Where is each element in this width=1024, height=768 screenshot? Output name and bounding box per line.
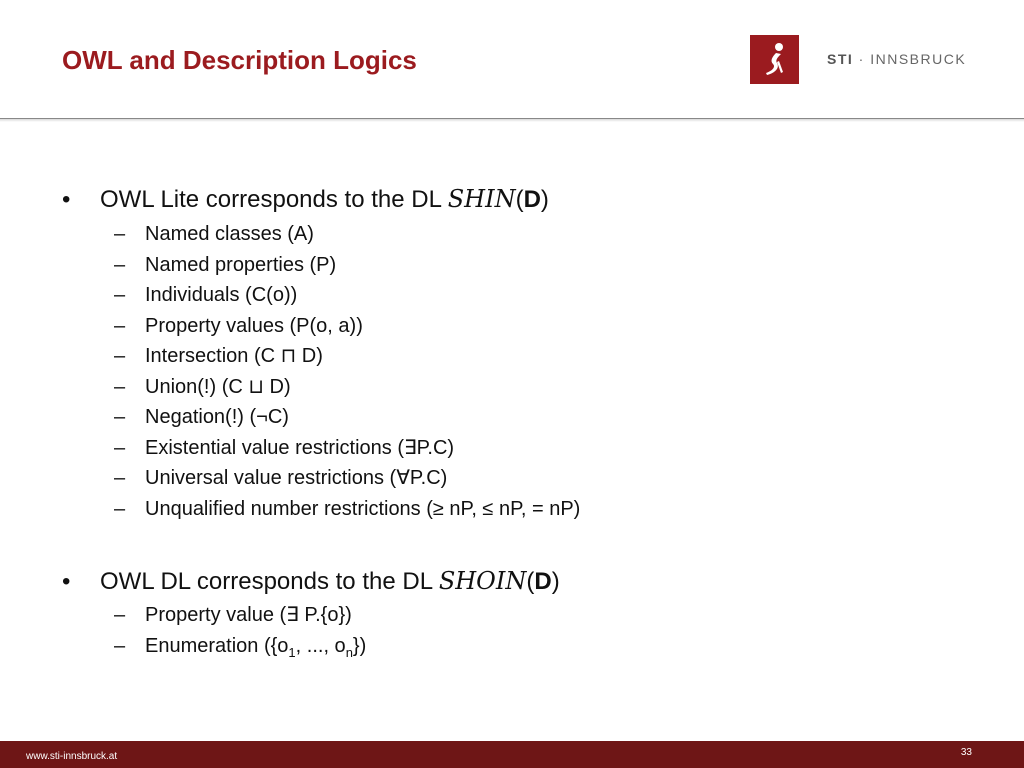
dash-mark: – [114,467,126,489]
list-item [114,372,580,403]
list-item-text: Unqualified number restrictions (≥ nP, ≤ nP, = nP) [145,497,581,520]
dl-name: SHOIN [438,567,527,595]
datatype-d: D [534,568,552,595]
list-item-text: Intersection (C ⊓ D) [145,345,323,367]
logo-wordmark [827,51,966,67]
footer-bar [0,741,1024,768]
list-item [114,402,580,433]
list-item [114,219,580,250]
dash-mark: – [114,436,126,459]
list-item-text: Property values (P(o, a)) [145,314,363,337]
subscript-n: n [345,644,353,660]
list-item-text [145,634,367,660]
enumeration-text-start: Enumeration ({o [145,634,289,657]
datatype-d: D [523,186,541,213]
dash-mark: – [114,314,126,337]
bullet-mark: • [62,186,71,213]
list-item [114,311,580,342]
list-item [114,600,366,631]
dash-mark: – [114,375,126,398]
list-item-text: Named properties (P) [145,253,337,276]
paren-open: ( [526,568,535,595]
list-item-text: Existential value restrictions (∃P.C) [145,436,455,459]
header-divider-shadow [0,119,1024,122]
owl-dl-features-list [114,600,366,661]
bullet-owl-dl [62,566,560,597]
sti-innsbruck-logo [750,34,966,84]
logo-separator: · [853,51,871,67]
owl-lite-features-list [114,219,580,524]
list-item [114,280,580,311]
dash-mark: – [114,604,126,626]
subscript-1: 1 [288,644,296,660]
bullet-owl-lite [62,184,549,215]
list-item [114,433,580,464]
slide-title: OWL and Description Logics [62,45,417,75]
list-item [114,341,580,372]
list-item [114,463,580,494]
dash-mark: – [114,406,126,428]
list-item-text: Universal value restrictions (∀P.C) [145,467,448,489]
sti-logo-mark [750,35,799,84]
dash-mark: – [114,223,126,245]
list-item [114,631,366,662]
list-item [114,494,580,525]
bullet-text: OWL Lite corresponds to the DL [100,186,448,213]
dash-mark: – [114,253,126,276]
paren-close: ) [540,186,549,213]
dl-name: SHIN [447,185,516,213]
list-item-text: Union(!) (C ⊔ D) [145,375,291,398]
paren-close: ) [551,568,560,595]
list-item-text: Individuals (C(o)) [145,284,298,306]
dash-mark: – [114,345,126,367]
paren-open: ( [515,186,524,213]
dash-mark: – [114,284,126,306]
list-item [114,250,580,281]
footer-url: www.sti-innsbruck.at [26,751,118,762]
logo-location: INNSBRUCK [870,51,967,67]
bullet-text: OWL DL corresponds to the DL [100,568,439,595]
list-item-text: Named classes (A) [145,223,314,245]
enumeration-text-mid: , ..., o [295,634,346,657]
logo-brand: STI [827,51,854,67]
list-item-text: Property value (∃ P.{o}) [145,604,352,626]
page-number: 33 [960,747,972,758]
list-item-text: Negation(!) (¬C) [145,406,289,428]
bullet-mark: • [62,568,71,595]
sti-figure-icon [750,35,799,84]
dash-mark: – [114,497,126,520]
dash-mark: – [114,634,126,657]
enumeration-text-end: }) [352,634,367,657]
